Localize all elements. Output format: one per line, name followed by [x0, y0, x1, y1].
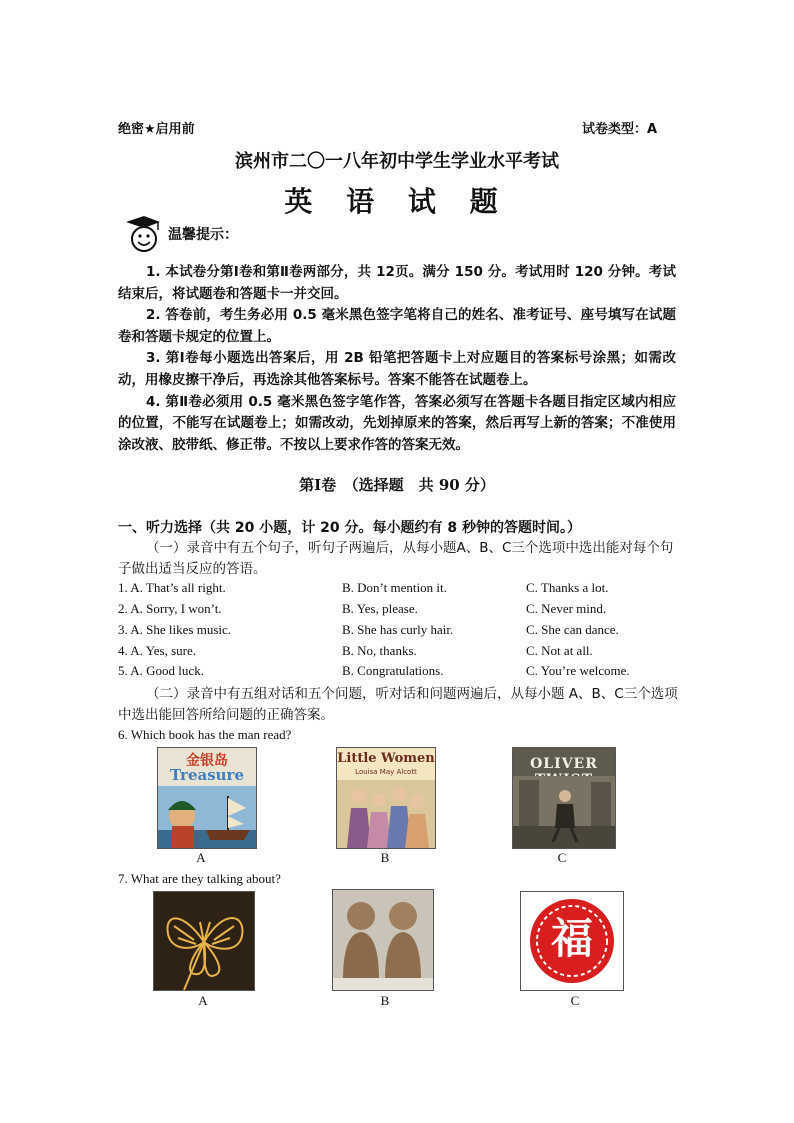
question-6: 6. Which book has the man read? — [118, 727, 292, 742]
option-label: B — [380, 850, 390, 865]
sugar-painting-butterfly-photo — [153, 891, 255, 991]
option-label: C — [557, 850, 567, 865]
instruction-1 — [118, 538, 678, 580]
option-b: B. Yes, please. — [342, 601, 418, 616]
clay-figures-photo — [332, 889, 434, 991]
instruction-2 — [118, 684, 678, 726]
option-a: 3. A. She likes music. — [118, 622, 232, 637]
option-b: B. No, thanks. — [342, 643, 417, 658]
option-a: 4. A. Yes, sure. — [118, 643, 197, 658]
clay-figures-drawing — [333, 890, 433, 990]
tip-item: 1. 本试卷分第Ⅰ卷和第Ⅱ卷两部分，共 12页。满分 150 分。考试用时 120 分钟。考试结束后，将试题卷和答题卡一并交回。 — [118, 264, 676, 302]
tip-item: 2. 答卷前，考生务必用 0.5 毫米黑色签字笔将自己的姓名、准考证号、座号填写在试题卷和答题卡规定的位置上。 — [118, 307, 676, 345]
fu-character: 福 — [550, 914, 593, 963]
book-title: Little Women — [337, 751, 435, 766]
street-scene-illustration — [513, 776, 615, 848]
pirate-ship-illustration — [158, 786, 256, 848]
secret-label: 绝密★启用前 — [118, 122, 195, 137]
question-row — [118, 643, 698, 663]
option-a: 5. A. Good luck. — [118, 663, 204, 678]
book-cover-little-women — [336, 747, 436, 849]
option-c: C. You’re welcome. — [526, 663, 630, 678]
option-b: B. Congratulations. — [342, 663, 444, 678]
instruction-text: （一）录音中有五个句子，听句子两遍后，从每小题A、B、C三个选项中选出能对每个句子做出适当反应的答语。 — [118, 540, 674, 577]
paper-type-label: 试卷类型：A — [582, 122, 658, 137]
question-row — [118, 580, 698, 600]
question-row — [118, 663, 698, 683]
option-label: A — [198, 993, 208, 1008]
option-label: B — [380, 993, 390, 1008]
smiley-graduate-icon — [120, 214, 162, 254]
subject-title: 英 语 试 题 — [284, 185, 510, 218]
option-c: C. She can dance. — [526, 622, 619, 637]
book-author: Louisa May Alcott — [355, 768, 417, 776]
option-label: A — [196, 850, 206, 865]
book-title: OLIVER — [530, 756, 598, 772]
question-row — [118, 601, 698, 621]
question-7: 7. What are they talking about? — [118, 871, 281, 886]
option-c: C. Never mind. — [526, 601, 607, 616]
book-cn-title: 金银岛 — [186, 753, 228, 769]
tips-label: 温馨提示： — [168, 227, 238, 243]
book-en-title: Treasure — [169, 766, 245, 784]
book-cover-treasure — [157, 747, 257, 849]
option-b: B. She has curly hair. — [342, 622, 454, 637]
option-label: C — [570, 993, 580, 1008]
paper-cutting-photo — [520, 891, 624, 991]
tip-item: 4. 第Ⅱ卷必须用 0.5 毫米黑色签字笔作答，答案必须写在答题卡各题目指定区域内相应的位置，不能写在试题卷上；如需改动，先划掉原来的答案，然后再写上新的答案；不准使用涂改液、胶带纸、修正带。不按以上要求作答的答案无效。 — [118, 393, 676, 453]
instruction-text: （二）录音中有五组对话和五个问题，听对话和问题两遍后，从每小题 A、B、C三个选项中选出能回答所给问题的正确答案。 — [118, 686, 678, 723]
sisters-illustration — [337, 780, 435, 848]
exam-title: 滨州市二〇一八年初中学生学业水平考试 — [235, 151, 559, 172]
book-cover-oliver-twist — [512, 747, 616, 849]
option-b: B. Don’t mention it. — [342, 580, 447, 595]
tips-list — [118, 262, 676, 456]
tip-item: 3. 第Ⅰ卷每小题选出答案后，用 2B 铅笔把答题卡上对应题目的答案标号涂黑；如需改动，用橡皮擦干净后，再选涂其他答案标号。答案不能答在试题卷上。 — [118, 350, 676, 388]
option-a: 2. A. Sorry, I won’t. — [118, 601, 222, 616]
part-title: 一、听力选择（共 20 小题，计 20 分。每小题约有 8 秒钟的答题时间。） — [118, 520, 581, 536]
option-c: C. Thanks a lot. — [526, 580, 609, 595]
butterfly-drawing — [154, 892, 254, 990]
question-row — [118, 622, 698, 642]
option-a: 1. A. That’s all right. — [118, 580, 226, 595]
option-c: C. Not at all. — [526, 643, 593, 658]
section-title: 第Ⅰ卷 （选择题 共 90 分） — [299, 476, 495, 494]
